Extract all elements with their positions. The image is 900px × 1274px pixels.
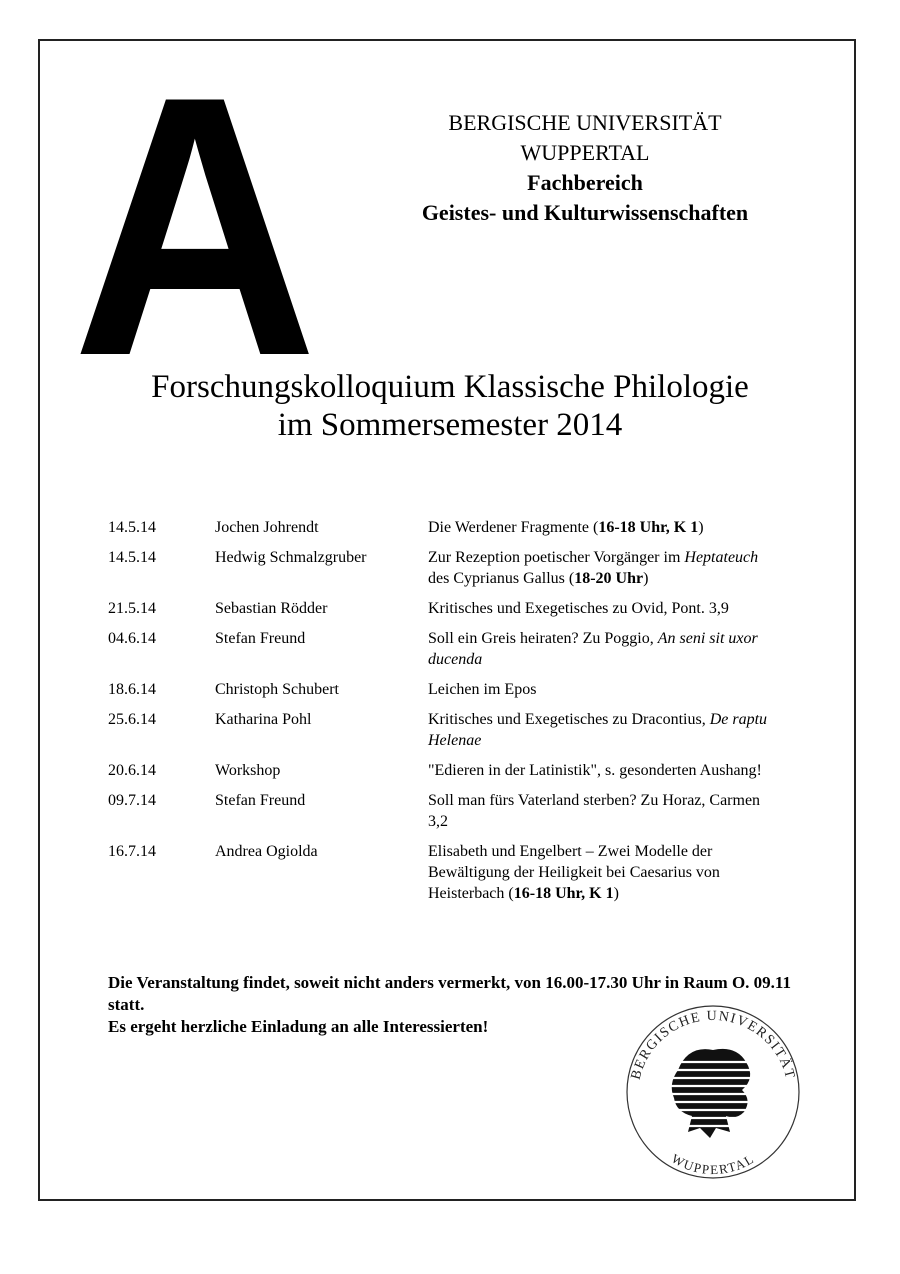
topic-segment: "Edieren in der Latinistik", s. gesonderten Aushang! (428, 762, 762, 779)
session-speaker: Hedwig Schmalzgruber (215, 549, 367, 566)
note-location: Die Veranstaltung findet, soweit nicht anders vermerkt, von 16.00-17.30 Uhr in Raum O. 09.11 statt. (108, 973, 791, 1014)
topic-segment: Zur Rezeption poetischer Vorgänger im (428, 549, 685, 566)
logo-letter: A (72, 20, 315, 433)
topic-segment: Leichen im Epos (428, 681, 537, 698)
topic-segment: 16-18 Uhr, K 1 (598, 519, 699, 536)
session-speaker: Christoph Schubert (215, 681, 339, 698)
session-topic (428, 598, 778, 619)
session-date: 20.6.14 (108, 762, 156, 779)
session-topic (428, 790, 778, 832)
session-speaker: Stefan Freund (215, 630, 306, 647)
session-speaker: Workshop (215, 762, 281, 779)
topic-segment: des Cyprianus Gallus ( (428, 570, 575, 587)
session-speaker: Jochen Johrendt (215, 519, 319, 536)
page-title (60, 368, 840, 444)
topic-segment: ) (643, 570, 649, 587)
schedule-row (108, 679, 808, 700)
topic-segment: Die Werdener Fragmente ( (428, 519, 599, 536)
topic-segment: Soll man fürs Vaterland sterben? Zu Horaz, Carmen 3,2 (428, 792, 761, 830)
note-invitation: Es ergeht herzliche Einladung an alle Interessierten! (108, 1017, 489, 1036)
lion-icon (670, 1049, 758, 1138)
university-city: WUPPERTAL (520, 140, 650, 165)
session-date: 18.6.14 (108, 681, 156, 698)
session-date: 04.6.14 (108, 630, 156, 647)
seal-bottom-text: WUPPERTAL (668, 1150, 758, 1178)
session-date: 16.7.14 (108, 843, 156, 860)
schedule-row (108, 760, 808, 781)
schedule-row (108, 709, 808, 751)
session-speaker: Stefan Freund (215, 792, 306, 809)
topic-segment: ) (613, 885, 619, 902)
topic-segment: Soll ein Greis heiraten? Zu Poggio, (428, 630, 658, 647)
session-topic (428, 547, 778, 589)
topic-segment: Heptateuch (684, 549, 759, 566)
university-header (380, 108, 790, 228)
topic-segment: An seni sit uxor ducenda (428, 630, 758, 668)
topic-segment: Elisabeth und Engelbert – Zwei Modelle der Bewältigung der Heiligkeit bei Caesarius von Heisterbach ( (428, 843, 720, 902)
seal-top-text: BERGISCHE UNIVERSITÄT (628, 1008, 798, 1082)
session-topic (428, 760, 778, 781)
schedule-row (108, 628, 808, 670)
department-label: Fachbereich (527, 170, 643, 195)
schedule-table (108, 517, 808, 913)
session-topic (428, 517, 778, 538)
schedule-row (108, 841, 808, 904)
session-topic (428, 679, 778, 700)
schedule-row (108, 547, 808, 589)
session-topic (428, 628, 778, 670)
topic-segment: 18-20 Uhr (574, 570, 644, 587)
session-date: 14.5.14 (108, 549, 156, 566)
schedule-row (108, 790, 808, 832)
topic-segment: De raptu Helenae (428, 711, 768, 749)
session-speaker: Sebastian Rödder (215, 600, 328, 617)
topic-segment: ) (698, 519, 704, 536)
session-topic (428, 709, 778, 751)
department-name: Geistes- und Kulturwissenschaften (421, 200, 749, 225)
session-date: 09.7.14 (108, 792, 156, 809)
topic-segment: Kritisches und Exegetisches zu Ovid, Pont. 3,9 (428, 600, 729, 617)
university-seal (618, 1000, 808, 1180)
session-speaker: Katharina Pohl (215, 711, 312, 728)
session-date: 14.5.14 (108, 519, 156, 536)
schedule-row (108, 517, 808, 538)
session-speaker: Andrea Ogiolda (215, 843, 318, 860)
university-name: BERGISCHE UNIVERSITÄT (448, 110, 722, 135)
title-line-2: im Sommersemester 2014 (277, 407, 623, 443)
topic-segment: 16-18 Uhr, K 1 (513, 885, 614, 902)
session-date: 25.6.14 (108, 711, 156, 728)
session-topic (428, 841, 778, 904)
topic-segment: Kritisches und Exegetisches zu Dracontius, (428, 711, 710, 728)
schedule-row (108, 598, 808, 619)
session-date: 21.5.14 (108, 600, 156, 617)
title-line-1: Forschungskolloquium Klassische Philologie (151, 369, 749, 405)
